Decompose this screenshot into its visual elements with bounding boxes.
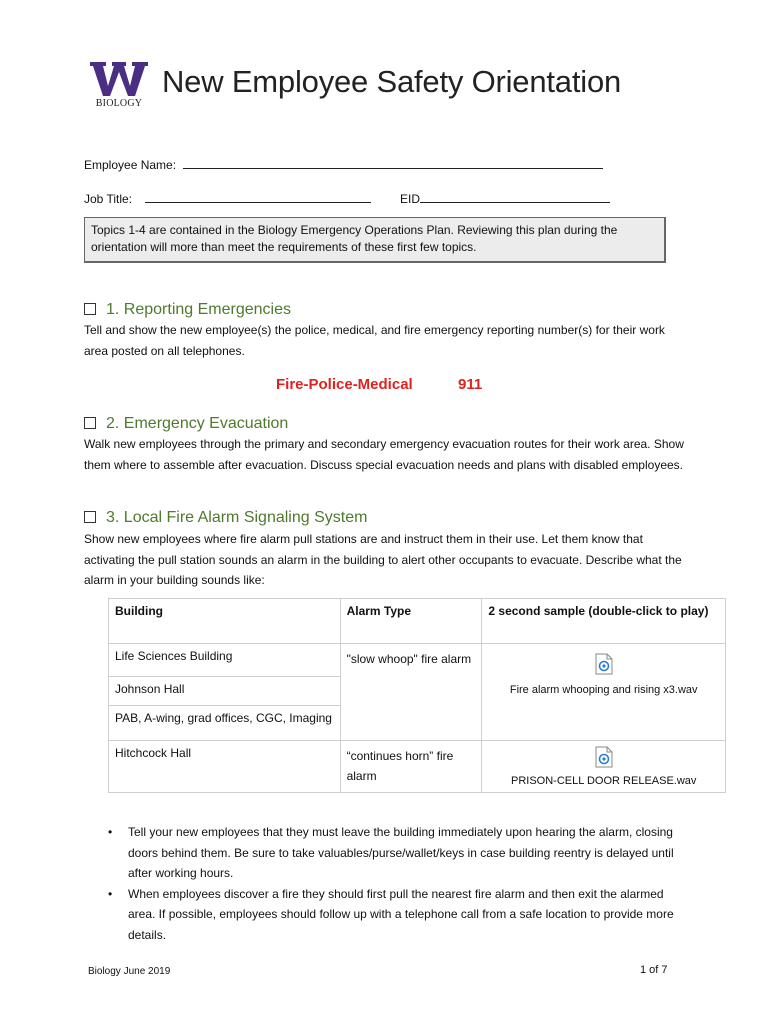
section-body: Tell and show the new employee(s) the police, medical, and fire emergency reporting number(s) for their work area posted on all telephones. <box>84 323 665 358</box>
building-cell: Hitchcock Hall <box>109 741 341 793</box>
section-title: 1. Reporting Emergencies <box>106 301 291 318</box>
page-number: 1 of 7 <box>640 964 668 976</box>
checkbox-icon[interactable] <box>84 511 96 523</box>
building-cell: PAB, A-wing, grad offices, CGC, Imaging <box>109 706 341 741</box>
alarm-type-cell: "slow whoop" fire alarm <box>340 644 482 741</box>
section-body: Walk new employees through the primary and secondary emergency evacuation routes for their work area. Show them where to assemble after evacuation. Discuss special evacuation needs and plans with disabled employees. <box>84 437 684 472</box>
column-header: Building <box>109 599 341 644</box>
section-emergency-evacuation <box>84 415 288 433</box>
page-title: New Employee Safety Orientation <box>162 64 622 99</box>
checkbox-icon[interactable] <box>84 417 96 429</box>
w-logo-icon <box>88 60 150 98</box>
list-item: • Tell your new employees that they must leave the building immediately upon hearing the alarm, closing doors behind them. Be sure to take valuables/purse/wallet/keys in case building reentry is delayed until after working hours. <box>108 822 688 884</box>
section-fire-alarm-signaling <box>84 509 367 527</box>
section-reporting-emergencies <box>84 301 291 319</box>
logo-text: BIOLOGY <box>95 98 143 109</box>
column-header: Alarm Type <box>340 599 482 644</box>
building-cell: Johnson Hall <box>109 677 341 706</box>
audio-sample-cell[interactable] <box>482 644 726 741</box>
alarm-type-cell: “continues horn” fire alarm <box>340 741 482 793</box>
bullet-icon: • <box>108 825 113 839</box>
column-header: 2 second sample (double-click to play) <box>482 599 726 644</box>
audio-sample-cell[interactable] <box>482 741 726 793</box>
audio-file-icon[interactable] <box>595 746 613 768</box>
job-title-label: Job Title: <box>84 192 133 206</box>
alarm-table <box>108 598 726 793</box>
employee-name-row <box>84 156 603 172</box>
table-row <box>109 741 726 793</box>
bullet-icon: • <box>108 886 113 901</box>
uw-biology-logo <box>88 60 150 112</box>
emergency-label: Fire-Police-Medical <box>276 376 413 393</box>
audio-file-name[interactable]: Fire alarm whooping and rising x3.wav <box>509 684 698 696</box>
building-cell: Life Sciences Building <box>109 644 341 677</box>
topics-note: Topics 1-4 are contained in the Biology Emergency Operations Plan. Reviewing this plan during the orientation will more than meet the requirements of these first few topics. <box>84 217 666 263</box>
table-header-row <box>109 599 726 644</box>
table-row <box>109 644 726 677</box>
section-title: 2. Emergency Evacuation <box>106 415 289 432</box>
employee-name-field[interactable] <box>183 156 603 169</box>
job-title-field[interactable] <box>145 190 371 203</box>
list-item: • When employees discover a fire they should first pull the nearest fire alarm and then exit the alarmed area. If possible, employees should follow up with a telephone call from a safe location to provide more details. <box>108 884 688 946</box>
instruction-list <box>108 822 688 945</box>
audio-file-name[interactable]: PRISON-CELL DOOR RELEASE.wav <box>510 775 697 787</box>
eid-label: EID <box>400 192 421 206</box>
section-title: 3. Local Fire Alarm Signaling System <box>106 509 368 526</box>
audio-file-icon[interactable] <box>595 653 613 675</box>
eid-row <box>400 190 610 206</box>
checkbox-icon[interactable] <box>84 303 96 315</box>
emergency-number: 911 <box>458 376 483 393</box>
eid-field[interactable] <box>420 190 610 203</box>
footer-date: Biology June 2019 <box>88 966 171 977</box>
job-title-row <box>84 190 371 206</box>
section-body: Show new employees where fire alarm pull stations are and instruct them in their use. Let them know that activating the pull station sounds an alarm in the building to alert other occupants to evacuate. Describe what the alarm in your building sounds like: <box>84 532 682 587</box>
employee-name-label: Employee Name: <box>84 158 177 172</box>
